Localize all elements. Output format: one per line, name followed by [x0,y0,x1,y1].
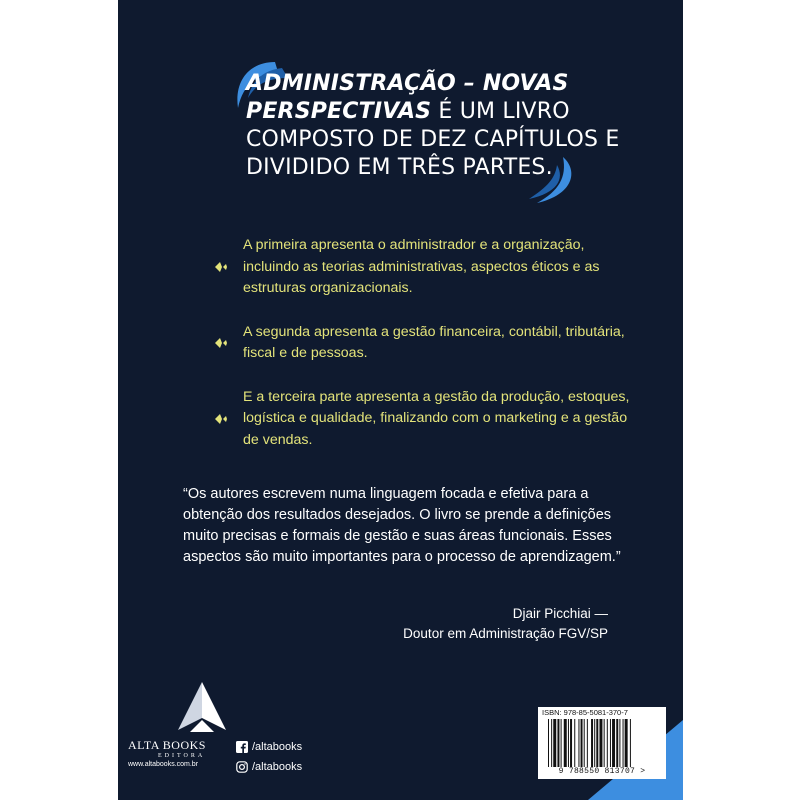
bullet-text: A primeira apresenta o administrador e a organização, incluindo as teorias administrativas, aspectos éticos e as estruturas organizacionais. [243,237,600,296]
bullet-list [213,235,633,473]
diamond-bullet-icon [215,261,229,273]
publisher-url: www.altabooks.com.br [128,761,199,768]
testimonial-quote: “Os autores escrevem numa linguagem focada e efetiva para a obtenção dos resultados desejados. O livro se prende a definições muito precisas e formais de gestão e suas áreas funcionais. Esses aspectos são muito importantes para o processo de aprendizagem.” [183,486,621,565]
instagram-handle: /altabooks [252,761,303,773]
publisher-sub: EDITORA [158,753,206,759]
publisher-name: ALTA BOOKS [128,738,206,752]
diamond-bullet-icon [215,337,229,349]
isbn-barcode [538,707,666,779]
facebook-handle: /altabooks [252,741,303,753]
instagram-link[interactable] [236,757,302,777]
headline-rest: É UM LIVRO COMPOSTO DE DEZ CAPÍTULOS E DIVIDIDO EM TRÊS PARTES. [246,99,620,180]
barcode-bars [548,719,660,767]
bullet-item [213,387,633,452]
social-links [236,737,302,777]
bullet-text: A segunda apresenta a gestão financeira, contábil, tributária, fiscal e de pessoas. [243,323,625,361]
signature-name: Djair Picchiai — [512,606,608,621]
facebook-link[interactable] [236,737,302,757]
bullet-text: E a terceira parte apresenta a gestão da produção, estoques, logística e qualidade, finalizando com o marketing e a gestão de vendas. [243,388,630,448]
bullet-item [213,235,633,300]
testimonial-signature [378,604,608,644]
blue-swoosh-bottom-right [523,155,583,207]
signature-title: Doutor em Administração FGV/SP [403,626,608,641]
publisher-logo [128,680,238,768]
isbn-label: ISBN: 978-85-5081-370-7 [542,708,628,717]
diamond-bullet-icon [215,413,229,425]
isbn-digits: 9 788550 813707 > [558,767,646,776]
book-back-cover [118,0,683,800]
facebook-icon [236,741,248,753]
headline-italic: ADMINISTRAÇÃO – NOVAS PERSPECTIVAS [246,71,569,124]
bullet-item [213,322,633,365]
headline [246,70,646,182]
instagram-icon [236,761,248,773]
publisher-logo-mark [174,680,230,736]
